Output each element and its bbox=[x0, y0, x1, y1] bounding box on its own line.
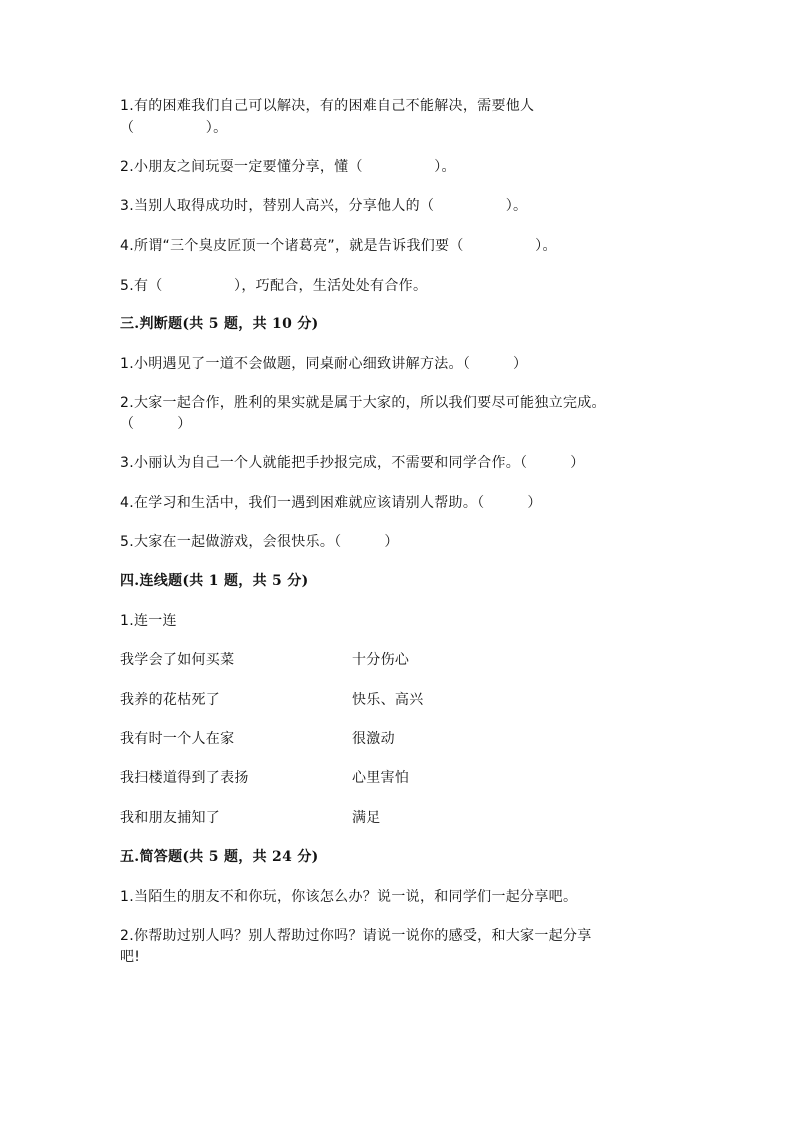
match-q1: 1.连一连 bbox=[120, 613, 177, 629]
judge-q5: 5.大家在一起做游戏，会很快乐。（ ） bbox=[120, 534, 399, 550]
match-right-item: 心里害怕 bbox=[352, 770, 410, 786]
fill-q5: 5.有（ ），巧配合，生活处处有合作。 bbox=[120, 278, 428, 294]
fill-q1-line2: （ ）。 bbox=[120, 120, 228, 136]
match-right-item: 很激动 bbox=[352, 731, 395, 747]
short-q1: 1.当陌生的朋友不和你玩，你该怎么办？说一说，和同学们一起分享吧。 bbox=[120, 889, 578, 905]
short-q2-line2: 吧! bbox=[120, 949, 141, 965]
match-left-item: 我有时一个人在家 bbox=[120, 731, 235, 747]
match-right-item: 十分伤心 bbox=[352, 652, 410, 668]
judge-q3: 3.小丽认为自己一个人就能把手抄报完成，不需要和同学合作。（ ） bbox=[120, 455, 585, 471]
judge-q4: 4.在学习和生活中，我们一遇到困难就应该请别人帮助。（ ） bbox=[120, 495, 542, 511]
match-left-item: 我和朋友捕知了 bbox=[120, 810, 221, 826]
judge-q2-line2: （ ） bbox=[120, 416, 192, 432]
match-left-item: 我养的花枯死了 bbox=[120, 692, 221, 708]
judge-q2-line1: 2.大家一起合作，胜利的果实就是属于大家的，所以我们要尽可能独立完成。 bbox=[120, 395, 606, 411]
match-left-item: 我扫楼道得到了表扬 bbox=[120, 770, 249, 786]
fill-q1-line1: 1.有的困难我们自己可以解决，有的困难自己不能解决，需要他人 bbox=[120, 98, 535, 114]
section5-heading: 五.简答题(共 5 题，共 24 分) bbox=[120, 849, 319, 865]
fill-q2: 2.小朋友之间玩耍一定要懂分享，懂（ ）。 bbox=[120, 159, 456, 175]
judge-q1: 1.小明遇见了一道不会做题，同桌耐心细致讲解方法。（ ） bbox=[120, 356, 528, 372]
match-right-item: 快乐、高兴 bbox=[352, 692, 424, 708]
match-right-item: 满足 bbox=[352, 810, 381, 826]
section3-heading: 三.判断题(共 5 题，共 10 分) bbox=[120, 316, 319, 332]
fill-q4: 4.所谓“三个臭皮匠顶一个诸葛亮”，就是告诉我们要（ ）。 bbox=[120, 238, 557, 254]
fill-q3: 3.当别人取得成功时，替别人高兴，分享他人的（ ）。 bbox=[120, 198, 528, 214]
match-left-item: 我学会了如何买菜 bbox=[120, 652, 235, 668]
short-q2-line1: 2.你帮助过别人吗？别人帮助过你吗？请说一说你的感受，和大家一起分享 bbox=[120, 928, 592, 944]
section4-heading: 四.连线题(共 1 题，共 5 分) bbox=[120, 573, 309, 589]
